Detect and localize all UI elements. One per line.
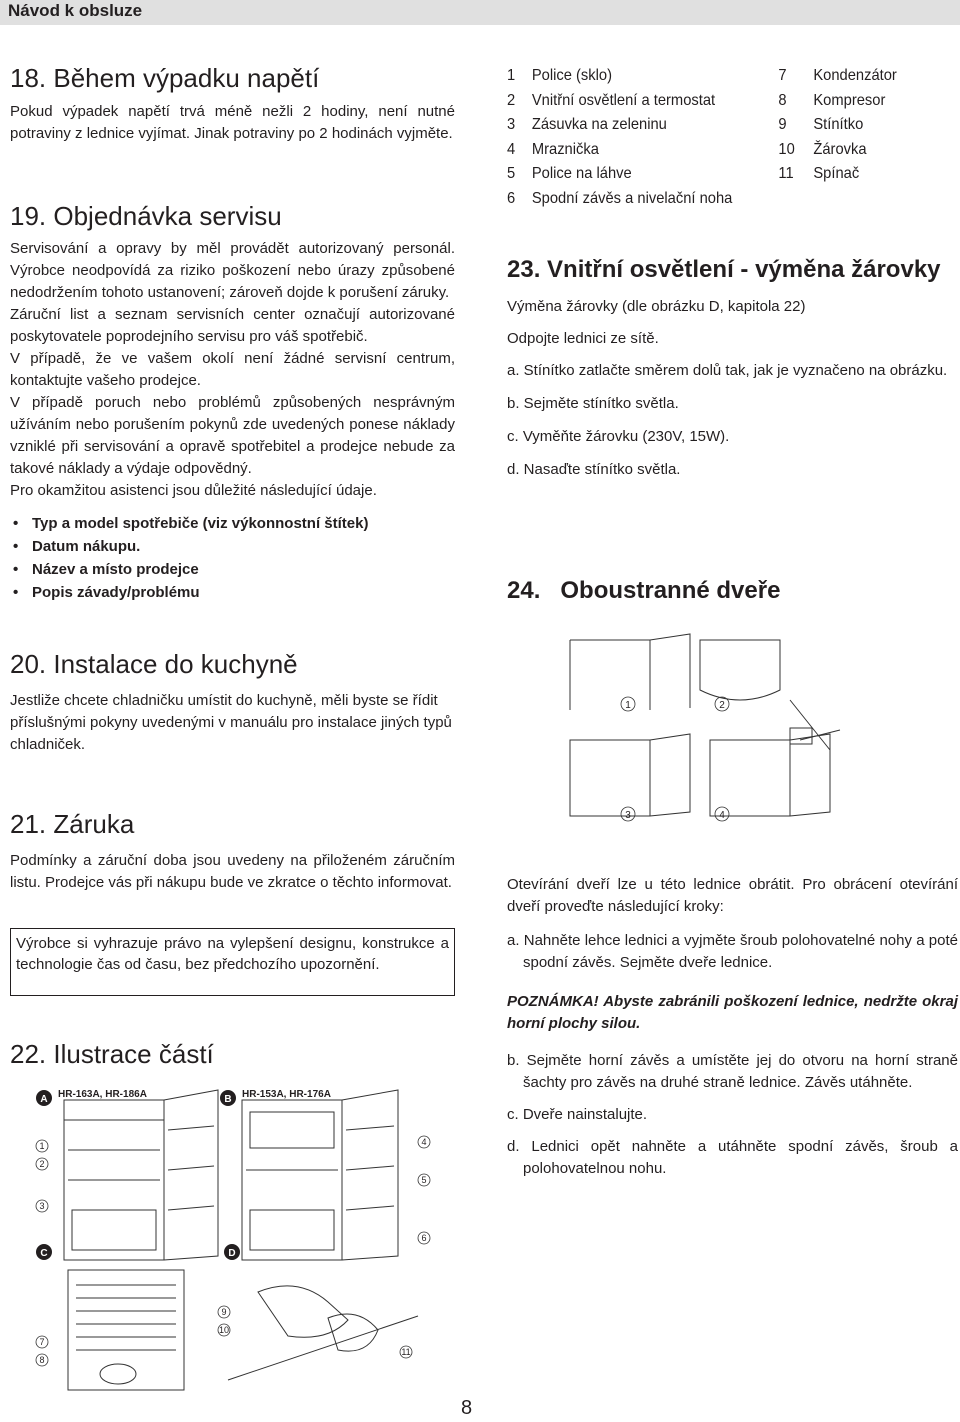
legend-number: 6 [507,189,516,207]
figure-letter-c: C [40,1248,48,1259]
list-item: c. Vyměňte žárovku (230V, 15W). [507,428,730,445]
section-18-text: Pokud výpadek napětí trvá méně nežli 2 hodiny, není nutné potraviny z lednice vyjímat. Jinak potraviny po 2 hodinách vyjměte. [10,103,455,142]
figure-letter-b: B [224,1094,232,1105]
section-24 [507,575,952,607]
legend-number: 1 [507,67,516,84]
step-a: a. Nahněte lehce lednici a vyjměte šroub polohovatelné nohy a poté spodní závěs. Sejměte dveře lednice. [507,932,958,971]
legend-label: Spínač [813,165,860,182]
section-22 [10,1038,455,1070]
section-23 [507,254,952,492]
section-23-title: 23. Vnitřní osvětlení - výměna žárovky [507,256,941,283]
list-item: • Popis závady/problému [10,581,455,604]
section-19-p2: Záruční list a seznam servisních center označují autorizované poskytovatele poprodejního servisu pro váš spotřebič. [10,306,455,345]
callout-7: 7 [39,1337,45,1347]
list-item: a. Stínítko zatlačte směrem dolů tak, jak je vyznačeno na obrázku. [507,362,948,379]
legend-number: 3 [507,116,516,133]
legend-number [778,190,813,215]
callout-5: 5 [421,1175,427,1185]
model-label-a: HR-163A, HR-186A [58,1089,147,1100]
callout-9: 9 [221,1307,227,1317]
legend-label: Kompresor [813,91,886,109]
legend-number: 10 [778,140,795,158]
callout-6: 6 [421,1233,427,1243]
legend-number: 8 [778,91,787,109]
callout-8: 8 [39,1355,45,1365]
callout-3: 3 [39,1201,45,1211]
section-19-p5: Pro okamžitou asistenci jsou důležité následující údaje. [10,482,377,499]
page-header-title: Návod k obsluze [8,1,143,20]
section-21 [10,808,455,894]
figure-label-3: 3 [625,810,631,821]
section-20-text: Jestliže chcete chladničku umístit do kuchyně, měli byste se řídit příslušnými pokyny uvedenými v manuálu pro instalace jiných typů chladniček. [10,692,452,753]
page-number: 8 [461,1397,473,1419]
legend-label: Zásuvka na zeleninu [531,116,667,133]
poznamka-note: POZNÁMKA! Abyste zabránili poškození lednice, nedržte okraj horní plochy silou. [507,993,958,1032]
table-row [507,116,897,141]
parts-legend-table [507,67,897,214]
model-label-b: HR-153A, HR-176A [242,1089,331,1100]
bulb-steps [507,360,952,481]
callout-1: 1 [39,1141,45,1151]
design-change-note: Výrobce si vyhrazuje právo na vylepšení designu, konstrukce a technologie čas od času, bez předchozího upozornění. [10,928,455,996]
section-19-title: 19. Objednávka servisu [10,201,282,231]
legend-label: Spodní závěs a nivelační noha [531,189,733,207]
callout-4: 4 [421,1137,427,1147]
section-18-title: 18. Během výpadku napětí [10,63,320,93]
legend-label: Police (sklo) [531,67,613,84]
section-23-p1: Odpojte lednici ze sítě. [507,330,659,347]
list-item: • Datum nákupu. [10,535,455,558]
legend-label [813,190,896,215]
legend-number: 5 [507,165,516,182]
legend-label: Police na láhve [531,165,632,182]
table-row [507,165,897,190]
list-item: • Typ a model spotřebiče (viz výkonnostní štítek) [10,512,455,535]
legend-number: 11 [778,165,794,182]
figure-label-4: 4 [719,810,725,821]
figure-letter-d: D [228,1248,236,1259]
legend-label: Kondenzátor [813,67,897,84]
section-19 [10,200,455,604]
table-row [507,67,897,92]
section-22-title: 22. Ilustrace částí [10,1039,214,1069]
section-24-title: 24. Oboustranné dveře [507,577,781,604]
legend-label: Žárovka [813,140,867,158]
section-19-p3: V případě, že ve vašem okolí není žádné servisní centrum, kontaktujte vašeho prodejce. [10,350,455,389]
legend-number: 2 [507,91,516,109]
legend-number: 9 [778,116,787,133]
legend-number: 7 [778,67,787,84]
callout-2: 2 [39,1159,45,1169]
list-item: d. Nasaďte stínítko světla. [507,461,681,478]
section-23-intro: Výměna žárovky (dle obrázku D, kapitola 22) [507,298,806,315]
section-24-intro: Otevírání dveří lze u této lednice obrátit. Pro obrácení otevírání dveří proveďte následující kroky: [507,876,958,915]
table-row [507,141,897,166]
section-19-p4: V případě poruch nebo problémů způsobených nesprávným užíváním nebo porušením pokynů zde uvedených ponese náklady vzniklé při servisování a opravě spotřebitel a prodejce nebude za takové náklady a výdaje odpovědný. [10,394,455,477]
section-21-title: 21. Záruka [10,809,135,839]
section-19-p1: Servisování a opravy by měl provádět autorizovaný personál. Výrobce neodpovídá za riziko poškození nebo úrazy způsobené nedodržením tohoto ustanovení; zároveň dojde k porušení záruky. [10,240,455,301]
figure-label-2: 2 [719,700,725,711]
legend-label: Stínítko [813,116,864,133]
step-d: d. Lednici opět nahněte a utáhněte spodní závěs, šroub a polohovatelnou nohu. [507,1138,958,1177]
header-bar [0,0,960,25]
section-18 [10,62,455,145]
legend-number: 4 [507,140,516,158]
figure-label-1: 1 [625,700,631,711]
table-row [507,92,897,117]
section-20-title: 20. Instalace do kuchyně [10,649,298,679]
step-b: b. Sejměte horní závěs a umístěte jej do otvoru na horní straně šachty pro závěs na druhé straně lednice. Závěs utáhněte. [507,1052,958,1091]
step-c: c. Dveře nainstalujte. [507,1106,648,1123]
section-21-text: Podmínky a záruční doba jsou uvedeny na přiloženém záručním listu. Prodejce vás při nákupu bude ve zkratce o těchto informovat. [10,852,455,891]
callout-11: 11 [401,1347,411,1357]
legend-label: Vnitřní osvětlení a termostat [531,91,716,109]
list-item: b. Sejměte stínítko světla. [507,395,679,412]
section-20 [10,648,455,756]
figure-letter-a: A [40,1094,48,1105]
legend-label: Mraznička [531,140,599,158]
list-item: • Název a místo prodejce [10,558,455,581]
section-24-body [507,874,958,1180]
door-reversal-illustration [540,630,960,830]
callout-10: 10 [218,1325,230,1335]
service-info-list [10,512,455,604]
parts-illustration [28,1080,448,1395]
table-row [507,190,897,215]
